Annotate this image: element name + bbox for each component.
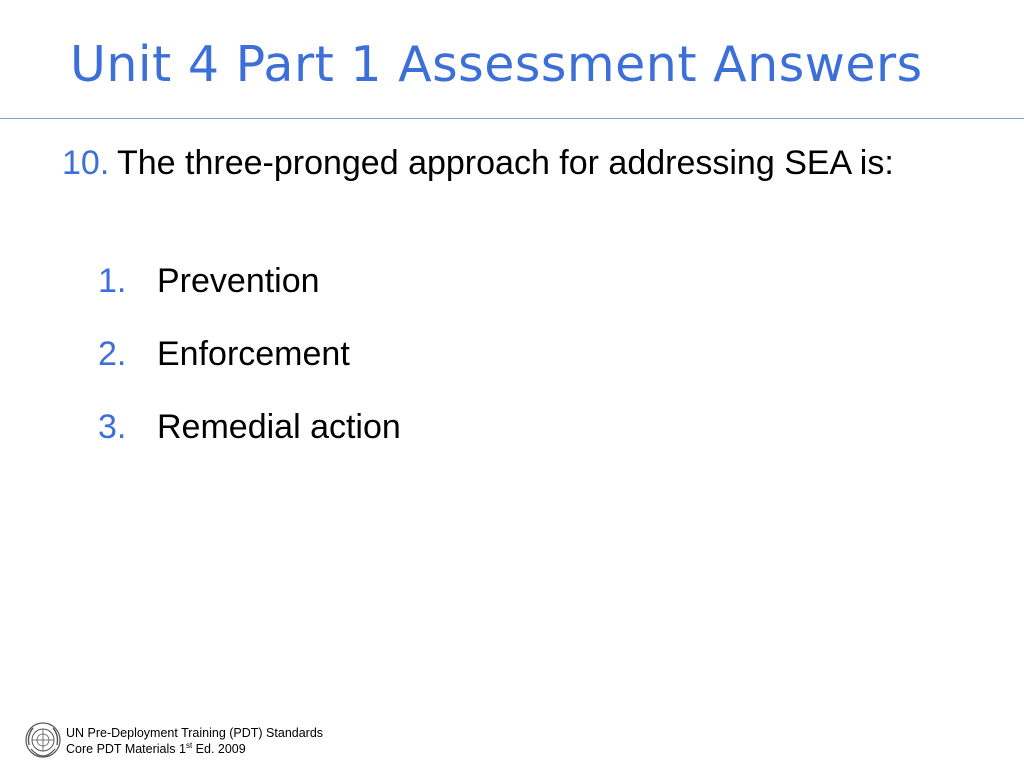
title-divider [0, 118, 1024, 119]
question-number: 10. [62, 144, 110, 182]
answer-item-2 [0, 334, 1024, 374]
answer-item-1 [0, 261, 1024, 301]
footer-line-1: UN Pre-Deployment Training (PDT) Standards [66, 726, 324, 740]
footer-ordinal-suffix: st [185, 740, 193, 750]
answer-text: Prevention [157, 262, 320, 300]
question-text: The three-pronged approach for addressing SEA is: [117, 144, 894, 182]
un-emblem-icon [24, 721, 62, 759]
answer-number: 1. [98, 262, 127, 300]
answer-number: 3. [98, 408, 127, 446]
answer-item-3 [0, 407, 1024, 447]
footer [66, 725, 323, 757]
slide-title: Unit 4 Part 1 Assessment Answers [70, 36, 923, 93]
footer-line-2-main: Core PDT Materials 1 [66, 742, 186, 756]
answer-text: Enforcement [157, 335, 350, 373]
footer-line-2 [66, 741, 323, 757]
answer-text: Remedial action [157, 408, 401, 446]
answer-number: 2. [98, 335, 127, 373]
footer-line-2-end: Ed. 2009 [192, 742, 246, 756]
